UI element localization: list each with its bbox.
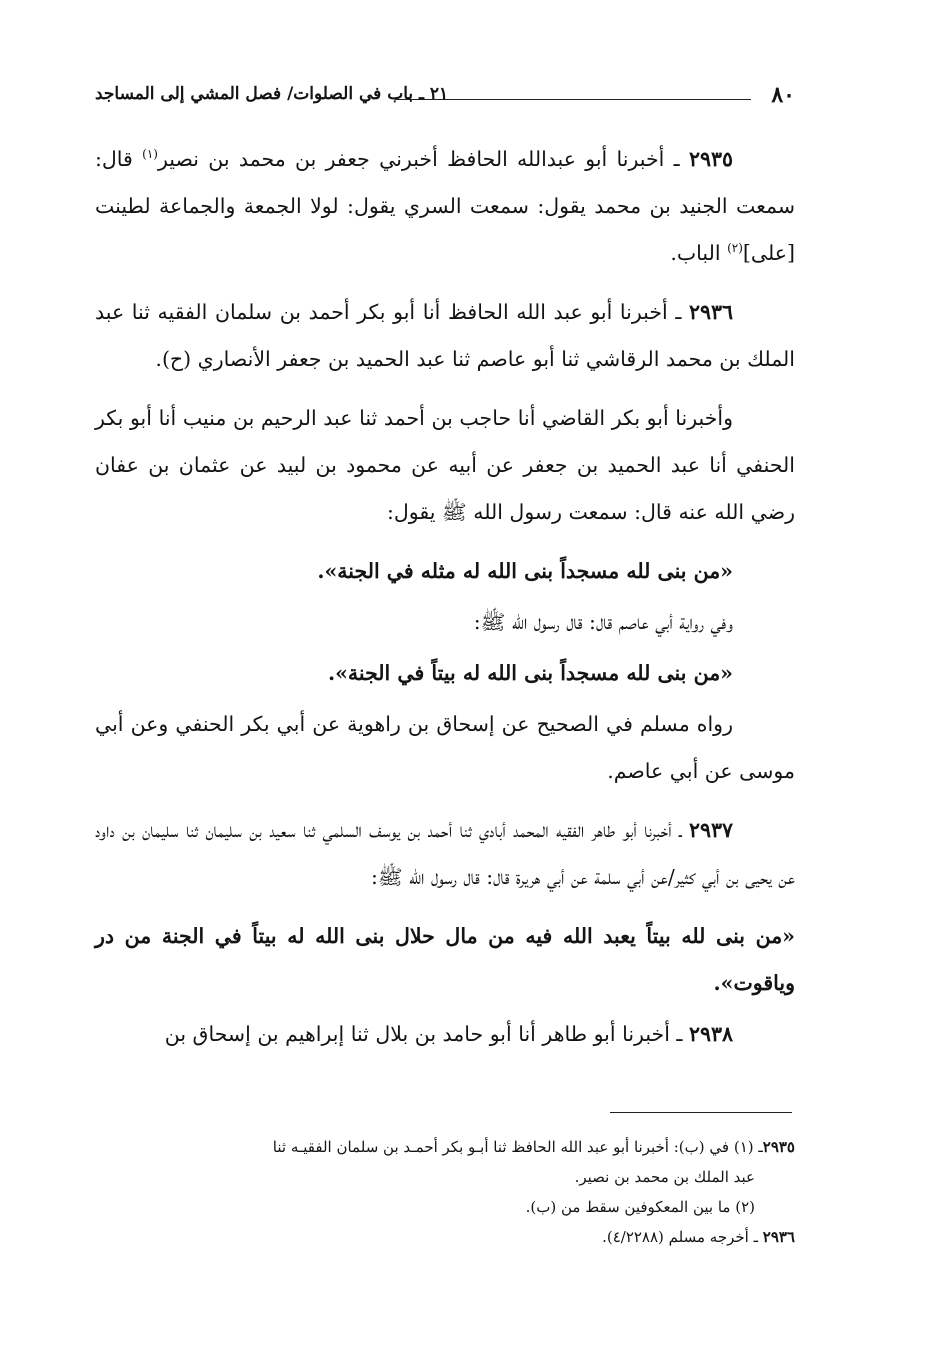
hadith-number: ٢٩٣٧ bbox=[688, 818, 733, 842]
paragraph-text: وأخبرنا أبو بكر القاضي أنا حاجب بن أحمد ثنا عبد الرحيم بن منيب أنا أبو بكر الحنفي أنا عبد الحميد بن جعفر عن أبيه عن محمود بن لبيد عن عثمان بن عفان رضي الله عنه قال: سمعت رسول الله ﷺ يقول: bbox=[95, 406, 795, 524]
footnote-number: ٢٩٣٥ bbox=[762, 1138, 795, 1156]
hadith-text: «من بنى لله مسجداً بنى الله له مثله في الجنة». bbox=[317, 559, 733, 583]
footnote-text: ـ (١) في (ب): أخبرنا أبو عبد الله الحافظ ثنا أبـو بكر أحمـد بن سلمان الفقيـه ثنا bbox=[272, 1138, 763, 1156]
footnote-text: (٢) ما بين المعكوفين سقط من (ب). bbox=[525, 1198, 755, 1216]
hadith-quote bbox=[95, 913, 795, 1007]
footnote-2 bbox=[95, 1192, 795, 1222]
header-rule bbox=[395, 99, 751, 100]
footnotes bbox=[95, 1132, 795, 1252]
hadith-quote bbox=[95, 650, 795, 697]
paragraph-2938 bbox=[95, 1011, 795, 1058]
paragraph-text: ـ أخبرنا أبو طاهر أنا أبو حامد بن بلال ثنا إبراهيم بن إسحاق بن bbox=[164, 1022, 689, 1046]
footnote-2935 bbox=[95, 1132, 795, 1162]
paragraph-text: رواه مسلم في الصحيح عن إسحاق بن راهوية عن أبي بكر الحنفي وعن أبي موسى عن أبي عاصم. bbox=[95, 712, 795, 783]
paragraph-text: ـ أخبرنا أبو طاهر الفقيه المحمد أبادي ثنا أحمد بن يوسف السلمي ثنا سعيد بن سليمان ثنا سليمان بن داود عن يحيى بن أبي كثير/عن أبي سلمة عن أبي هريرة قال: قال رسول الله ﷺ: bbox=[95, 818, 795, 889]
paragraph-text: الباب. bbox=[670, 241, 728, 265]
footnote-text: عبد الملك بن محمد بن نصير. bbox=[574, 1168, 755, 1186]
footnote-ref: (١) bbox=[142, 147, 158, 162]
paragraph-2936 bbox=[95, 289, 795, 383]
hadith-number: ٢٩٣٥ bbox=[688, 147, 733, 171]
hadith-text: «من بنى لله مسجداً بنى الله له بيتاً في الجنة». bbox=[327, 661, 733, 685]
paragraph-text: ـ أخبرنا أبو عبدالله الحافظ أخبرني جعفر بن محمد بن نصير bbox=[157, 147, 689, 171]
footnote-continuation bbox=[95, 1162, 795, 1192]
paragraph-text: وفي رواية أبي عاصم قال: قال رسول الله ﷺ: bbox=[473, 610, 733, 634]
footnote-2936 bbox=[95, 1222, 795, 1252]
hadith-quote bbox=[95, 548, 795, 595]
paragraph-text: قال: سمعت الجنيد بن محمد يقول: سمعت السري يقول: لولا الجمعة والجماعة لطينت [على] bbox=[95, 147, 795, 265]
footnote-number: ٢٩٣٦ bbox=[762, 1228, 795, 1246]
paragraph-chain bbox=[95, 395, 795, 536]
footnote-text: ـ أخرجه مسلم (٤/٢٢٨٨). bbox=[602, 1228, 763, 1246]
page-number: ٨٠ bbox=[771, 82, 795, 108]
page-header bbox=[95, 82, 795, 112]
paragraph-takhrij bbox=[95, 701, 795, 795]
footnote-separator bbox=[610, 1112, 792, 1113]
hadith-text: «من بنى لله بيتاً يعبد الله فيه من مال حلال بنى الله له بيتاً في الجنة من در وياقوت». bbox=[95, 924, 795, 995]
paragraph-2937 bbox=[95, 807, 795, 901]
footnote-ref: (٢) bbox=[727, 241, 743, 256]
hadith-number: ٢٩٣٨ bbox=[688, 1022, 733, 1046]
paragraph-2935 bbox=[95, 136, 795, 277]
main-text bbox=[95, 136, 795, 1070]
running-title: ٢١ ـ باب في الصلوات/ فصل المشي إلى المساجد bbox=[95, 84, 449, 104]
paragraph-text: ـ أخبرنا أبو عبد الله الحافظ أنا أبو بكر أحمد بن سلمان الفقيه ثنا عبد الملك بن محمد الرقاشي ثنا أبو عاصم ثنا عبد الحميد بن جعفر الأنصاري (ح). bbox=[95, 300, 795, 371]
paragraph-riwaya bbox=[95, 599, 795, 646]
hadith-number: ٢٩٣٦ bbox=[688, 300, 733, 324]
